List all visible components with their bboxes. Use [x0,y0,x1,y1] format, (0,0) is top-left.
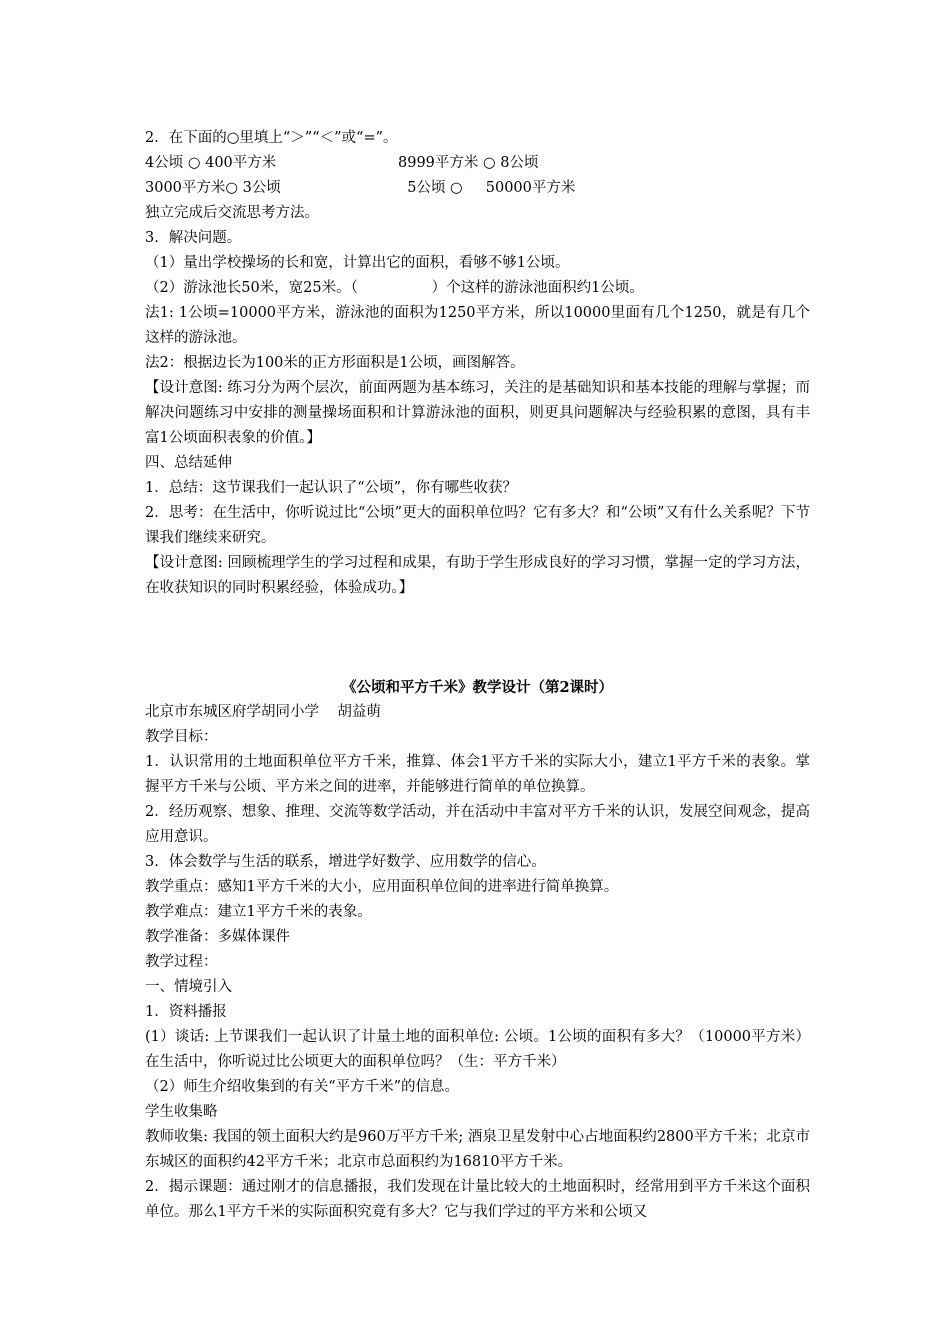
process-label: 教学过程： [145,954,218,970]
q2-row-2-b: 5公顷 ○ 50000平方米 [398,180,576,196]
section-gap [145,601,810,675]
method-1: 法1: 1公顷=10000平方米，游泳池的面积为1250平方米，所以10000里面有几个1250，就是有几个这样的游泳池。 [145,305,810,346]
intro-1b: （2）师生介绍收集到的有关“平方千米”的信息。 [145,1079,460,1095]
q2-row-2 [145,176,810,201]
goal-3: 3．体会数学与生活的联系，增进学好数学、应用数学的信心。 [145,854,546,870]
intro-1: 1．资料播报 [145,1004,227,1020]
preparation: 教学准备：多媒体课件 [145,929,290,945]
summary-1: 1．总结：这节课我们一起认识了“公顷”，你有哪些收获？ [145,480,518,496]
q2-row-1-b: 8999平方米 ○ 8公顷 [398,155,539,171]
section-4-heading: 四、总结延伸 [145,455,232,471]
author-line: 北京市东城区府学胡同小学 胡益萌 [145,704,381,720]
intro-1a: (1）谈话: 上节课我们一起认识了计量土地的面积单位: 公顷。1公顷的面积有多大？（10000平方米）在生活中，你听说过比公顷更大的面积单位吗？（生：平方千米） [145,1029,810,1070]
goal-1: 1．认识常用的土地面积单位平方千米，推算、体会1平方千米的实际大小，建立1平方千米的表象。掌握平方千米与公顷、平方米之间的进率，并能够进行简单的单位换算。 [145,754,810,795]
q2-note: 独立完成后交流思考方法。 [145,205,319,221]
q3-item-2: （2）游泳池长50米，宽25米。（ ）个这样的游泳池面积约1公顷。 [145,280,644,296]
intro-2: 2．揭示课题：通过刚才的信息播报，我们发现在计量比较大的土地面积时，经常用到平方千米这个面积单位。那么1平方千米的实际面积究竟有多大？它与我们学过的平方米和公顷又 [145,1179,810,1220]
lesson-title: 《公顷和平方千米》教学设计（第2课时） [341,679,614,696]
section-1-heading: 一、情境引入 [145,979,232,995]
key-point: 教学重点：感知1平方千米的大小，应用面积单位间的进率进行简单换算。 [145,879,619,895]
q2-row-1 [145,151,810,176]
q2-row-2-a: 3000平方米○ 3公顷 [145,180,281,196]
document-page [145,126,810,1225]
goals-label: 教学目标： [145,729,218,745]
goal-2: 2．经历观察、想象、推理、交流等数学活动，并在活动中丰富对平方千米的认识，发展空间观念，提高应用意识。 [145,804,810,845]
q2-row-1-a: 4公顷 ○ 400平方米 [145,155,277,171]
design-intent-2: 【设计意图: 回顾梳理学生的学习过程和成果，有助于学生形成良好的学习习惯，掌握一定的学习方法，在收获知识的同时积累经验，体验成功。】 [145,555,810,596]
q3-item-1: （1）量出学校操场的长和宽，计算出它的面积，看够不够1公顷。 [145,255,570,271]
q3-title: 3．解决问题。 [145,230,242,246]
summary-2: 2．思考：在生活中，你听说过比“公顷”更大的面积单位吗？它有多大？和“公顷”又有什么关系呢？下节课我们继续来研究。 [145,505,810,546]
intro-1c: 学生收集略 [145,1104,218,1120]
method-2: 法2：根据边长为100米的正方形面积是1公顷，画图解答。 [145,355,525,371]
q2-title: 2．在下面的○里填上“＞”“＜”或“=”。 [145,130,398,146]
design-intent-1: 【设计意图: 练习分为两个层次，前面两题为基本练习，关注的是基础知识和基本技能的理解与掌握；而解决问题练习中安排的测量操场面积和计算游泳池的面积，则更具问题解决与经验积累的意图，具有丰富1公顷面积表象的价值。】 [145,380,810,446]
difficulty: 教学难点：建立1平方千米的表象。 [145,904,372,920]
intro-1d: 教师收集: 我国的领土面积大约是960万平方千米; 酒泉卫星发射中心占地面积约2800平方千米；北京市东城区的面积约42平方千米；北京市总面积约为16810平方千米。 [145,1129,810,1170]
